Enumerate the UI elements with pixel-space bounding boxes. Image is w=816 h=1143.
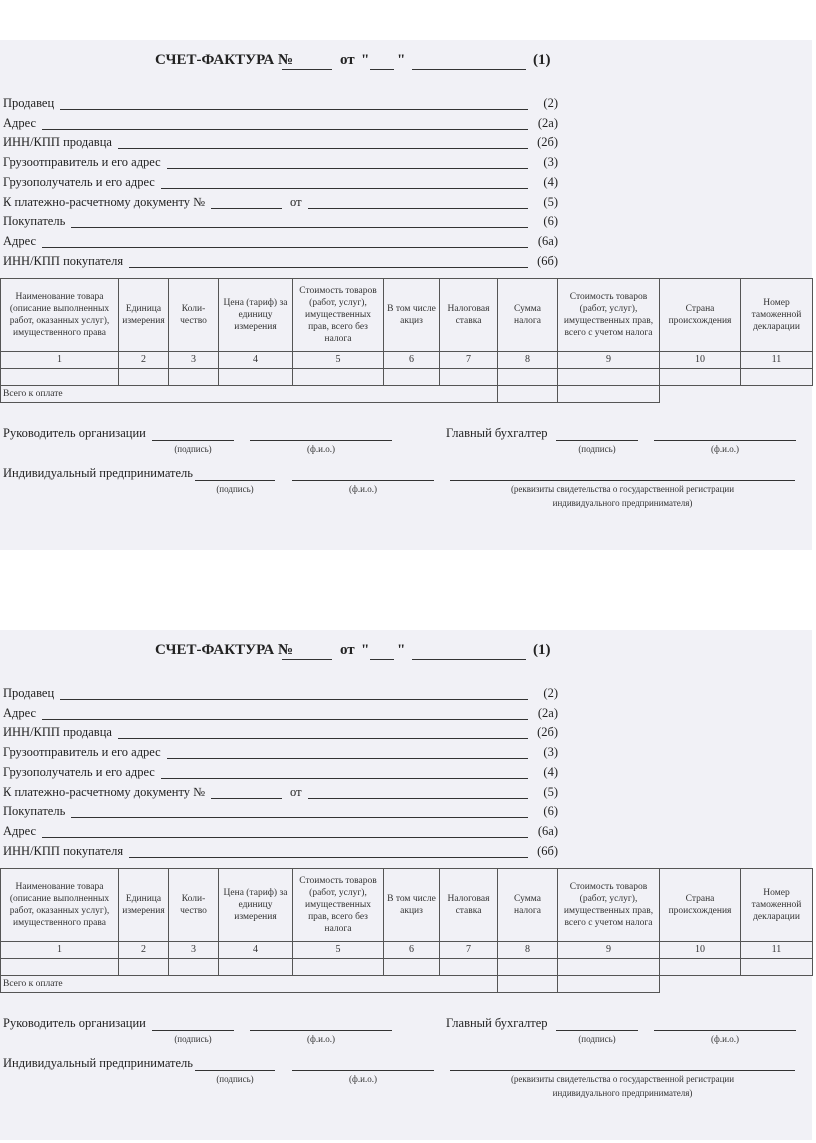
- field-number: (6): [543, 804, 558, 819]
- field-input-line[interactable]: [42, 837, 528, 838]
- field-row: [0, 254, 560, 272]
- field-input-line[interactable]: [167, 758, 528, 759]
- quote-close: ": [397, 642, 406, 658]
- field-row: [0, 135, 560, 153]
- column-header: Единица измерения: [119, 869, 169, 942]
- column-header: Налоговая ставка: [440, 869, 498, 942]
- table-row[interactable]: [1, 369, 813, 386]
- field-label: Покупатель: [3, 214, 66, 229]
- payment-doc-number-line[interactable]: [211, 208, 282, 209]
- field-row: [0, 96, 560, 114]
- invoice-title: [0, 52, 560, 72]
- table-cell[interactable]: [1, 369, 119, 386]
- accountant-name-line[interactable]: [654, 428, 796, 441]
- registration-caption-1: (реквизиты свидетельства о государственной регистрации: [510, 484, 735, 494]
- column-number: 1: [1, 942, 119, 959]
- column-header: Цена (тариф) за единицу измерения: [219, 869, 293, 942]
- field-number: (6б): [537, 253, 558, 268]
- table-cell[interactable]: [558, 369, 660, 386]
- director-sign-caption: (подпись): [174, 444, 212, 454]
- goods-table: [0, 868, 813, 993]
- column-number: 3: [169, 942, 219, 959]
- entrepreneur-sign-caption: (подпись): [216, 484, 254, 494]
- entrepreneur-label: Индивидуальный предприниматель: [3, 1056, 193, 1070]
- table-cell[interactable]: [498, 959, 558, 976]
- invoice-day-line[interactable]: [370, 645, 394, 660]
- field-mid-label: от: [290, 194, 302, 209]
- field-row: [0, 234, 560, 252]
- invoice-month-line[interactable]: [412, 645, 526, 660]
- total-row: [1, 976, 813, 993]
- total-spacer: [660, 976, 813, 993]
- quote-open: ": [361, 642, 370, 658]
- table-number-row: [1, 352, 813, 369]
- field-row: [0, 175, 560, 193]
- field-row: [0, 725, 560, 743]
- field-row: [0, 116, 560, 134]
- field-row: [0, 824, 560, 842]
- title-num: (1): [533, 52, 551, 68]
- director-sign-line[interactable]: [152, 1018, 234, 1031]
- total-amount-cell[interactable]: [558, 976, 660, 993]
- field-row: [0, 785, 560, 803]
- table-cell[interactable]: [219, 369, 293, 386]
- accountant-sign-line[interactable]: [556, 1018, 638, 1031]
- field-input-line[interactable]: [60, 699, 528, 700]
- field-label: Продавец: [3, 686, 55, 700]
- accountant-name-caption: (ф.и.о.): [711, 1034, 739, 1044]
- total-row: [1, 386, 813, 403]
- field-number: (2б): [537, 725, 558, 740]
- director-name-line[interactable]: [250, 428, 392, 441]
- table-cell[interactable]: [293, 369, 384, 386]
- column-header: Страна происхождения: [660, 869, 741, 942]
- accountant-name-caption: (ф.и.о.): [711, 444, 739, 454]
- director-label: Руководитель организации: [3, 426, 146, 440]
- director-name-caption: (ф.и.о.): [307, 444, 335, 454]
- invoice-month-line[interactable]: [412, 55, 526, 70]
- accountant-sign-caption: (подпись): [578, 444, 616, 454]
- table-cell[interactable]: [293, 959, 384, 976]
- column-number: 10: [660, 352, 741, 369]
- column-number: 9: [558, 352, 660, 369]
- total-tax-cell[interactable]: [498, 976, 558, 993]
- field-number: (2): [543, 686, 558, 700]
- table-cell[interactable]: [558, 959, 660, 976]
- invoice-title: [0, 642, 560, 662]
- field-input-line[interactable]: [129, 857, 528, 858]
- quote-close: ": [397, 52, 406, 68]
- field-label: ИНН/КПП продавца: [3, 725, 112, 740]
- column-header: Коли-чество: [169, 279, 219, 352]
- field-row: [0, 844, 560, 862]
- entrepreneur-label: Индивидуальный предприниматель: [3, 466, 193, 480]
- table-cell[interactable]: [384, 369, 440, 386]
- field-number: (4): [543, 764, 558, 779]
- column-number: 11: [741, 352, 813, 369]
- field-label: ИНН/КПП покупателя: [3, 843, 124, 858]
- field-input-line[interactable]: [167, 168, 528, 169]
- field-number: (5): [543, 784, 558, 799]
- field-label: Адрес: [3, 705, 37, 720]
- field-label: Адрес: [3, 115, 37, 130]
- field-label: ИНН/КПП покупателя: [3, 253, 124, 268]
- column-number: 4: [219, 352, 293, 369]
- chief-accountant-label: Главный бухгалтер: [446, 426, 548, 440]
- field-row: [0, 155, 560, 173]
- field-label: Грузополучатель и его адрес: [3, 764, 155, 779]
- column-header: Единица измерения: [119, 279, 169, 352]
- table-cell[interactable]: [1, 959, 119, 976]
- column-header: Сумма налога: [498, 279, 558, 352]
- field-input-line[interactable]: [161, 188, 528, 189]
- field-label: Покупатель: [3, 804, 66, 819]
- field-row: [0, 804, 560, 822]
- field-label: Грузополучатель и его адрес: [3, 174, 155, 189]
- column-header: Наименование товара (описание выполненных работ, оказанных услуг), имущественного права: [1, 279, 119, 352]
- director-name-caption: (ф.и.о.): [307, 1034, 335, 1044]
- field-row: [0, 745, 560, 763]
- column-number: 5: [293, 942, 384, 959]
- entrepreneur-name-line[interactable]: [292, 468, 434, 481]
- total-amount-cell[interactable]: [558, 386, 660, 403]
- entrepreneur-sign-line[interactable]: [195, 1058, 275, 1071]
- table-cell[interactable]: [119, 959, 169, 976]
- registration-caption-2: индивидуального предпринимателя): [552, 1088, 693, 1098]
- total-label: Всего к оплате: [1, 386, 498, 403]
- field-input-line[interactable]: [42, 129, 528, 130]
- column-header: Налоговая ставка: [440, 279, 498, 352]
- field-number: (3): [543, 745, 558, 760]
- column-header: Страна происхождения: [660, 279, 741, 352]
- column-number: 6: [384, 942, 440, 959]
- field-number: (6б): [537, 843, 558, 858]
- field-input-line[interactable]: [118, 148, 528, 149]
- total-label: Всего к оплате: [1, 976, 498, 993]
- total-tax-cell[interactable]: [498, 386, 558, 403]
- table-cell[interactable]: [440, 959, 498, 976]
- column-number: 3: [169, 352, 219, 369]
- field-label: Грузоотправитель и его адрес: [3, 745, 161, 760]
- table-cell[interactable]: [384, 959, 440, 976]
- column-number: 1: [1, 352, 119, 369]
- field-row: [0, 765, 560, 783]
- field-number: (6а): [537, 823, 558, 838]
- field-input-line[interactable]: [42, 247, 528, 248]
- field-number: (2а): [537, 705, 558, 720]
- registration-caption-2: индивидуального предпринимателя): [552, 498, 693, 508]
- quote-open: ": [361, 52, 370, 68]
- invoice-day-line[interactable]: [370, 55, 394, 70]
- field-number: (2а): [537, 115, 558, 130]
- column-number: 6: [384, 352, 440, 369]
- table-header-row: [1, 869, 813, 942]
- column-header: В том числе акциз: [384, 869, 440, 942]
- payment-doc-number-line[interactable]: [211, 798, 282, 799]
- director-name-line[interactable]: [250, 1018, 392, 1031]
- column-header: Стоимость товаров (работ, услуг), имущественных прав, всего без налога: [293, 279, 384, 352]
- column-number: 8: [498, 352, 558, 369]
- column-number: 2: [119, 942, 169, 959]
- field-input-line[interactable]: [129, 267, 528, 268]
- column-header: В том числе акциз: [384, 279, 440, 352]
- column-number: 8: [498, 942, 558, 959]
- table-row[interactable]: [1, 959, 813, 976]
- field-number: (3): [543, 155, 558, 170]
- table-cell[interactable]: [498, 369, 558, 386]
- column-number: 9: [558, 942, 660, 959]
- table-cell[interactable]: [660, 369, 741, 386]
- director-sign-line[interactable]: [152, 428, 234, 441]
- field-label: К платежно-расчетному документу №: [3, 194, 206, 209]
- entrepreneur-name-caption: (ф.и.о.): [349, 484, 377, 494]
- field-input-line[interactable]: [161, 778, 528, 779]
- title-prefix: СЧЕТ-ФАКТУРА №: [155, 52, 294, 68]
- invoice-sheet-2: [0, 630, 812, 1140]
- field-input-line[interactable]: [71, 227, 528, 228]
- table-cell[interactable]: [440, 369, 498, 386]
- field-label: Адрес: [3, 823, 37, 838]
- accountant-sign-line[interactable]: [556, 428, 638, 441]
- goods-table: [0, 278, 813, 403]
- accountant-sign-caption: (подпись): [578, 1034, 616, 1044]
- payment-doc-date-line[interactable]: [308, 208, 528, 209]
- title-num: (1): [533, 642, 551, 658]
- field-label: Продавец: [3, 96, 55, 110]
- field-label: ИНН/КПП продавца: [3, 135, 112, 150]
- field-number: (6): [543, 214, 558, 229]
- table-cell[interactable]: [660, 959, 741, 976]
- field-row: [0, 706, 560, 724]
- field-input-line[interactable]: [71, 817, 528, 818]
- field-label: К платежно-расчетному документу №: [3, 784, 206, 799]
- invoice-number-line[interactable]: [282, 645, 332, 660]
- column-number: 2: [119, 352, 169, 369]
- column-header: Цена (тариф) за единицу измерения: [219, 279, 293, 352]
- field-number: (2): [543, 96, 558, 110]
- column-header: Стоимость товаров (работ, услуг), имущественных прав, всего с учетом налога: [558, 869, 660, 942]
- registration-line[interactable]: [450, 468, 795, 481]
- field-row: [0, 686, 560, 704]
- column-header: Стоимость товаров (работ, услуг), имущественных прав, всего с учетом налога: [558, 279, 660, 352]
- registration-caption-1: (реквизиты свидетельства о государственной регистрации: [510, 1074, 735, 1084]
- field-label: Грузоотправитель и его адрес: [3, 155, 161, 170]
- payment-doc-date-line[interactable]: [308, 798, 528, 799]
- table-cell[interactable]: [119, 369, 169, 386]
- table-header-row: [1, 279, 813, 352]
- director-sign-caption: (подпись): [174, 1034, 212, 1044]
- entrepreneur-sign-line[interactable]: [195, 468, 275, 481]
- column-header: Стоимость товаров (работ, услуг), имущественных прав, всего без налога: [293, 869, 384, 942]
- field-label: Адрес: [3, 233, 37, 248]
- column-header: Коли-чество: [169, 869, 219, 942]
- field-input-line[interactable]: [60, 109, 528, 110]
- table-cell[interactable]: [741, 369, 813, 386]
- table-cell[interactable]: [741, 959, 813, 976]
- field-number: (6а): [537, 233, 558, 248]
- table-cell[interactable]: [219, 959, 293, 976]
- chief-accountant-label: Главный бухгалтер: [446, 1016, 548, 1030]
- column-header: Наименование товара (описание выполненных работ, оказанных услуг), имущественного права: [1, 869, 119, 942]
- column-number: 11: [741, 942, 813, 959]
- entrepreneur-name-caption: (ф.и.о.): [349, 1074, 377, 1084]
- column-header: Номер таможенной декларации: [741, 869, 813, 942]
- column-number: 7: [440, 942, 498, 959]
- table-number-row: [1, 942, 813, 959]
- registration-line[interactable]: [450, 1058, 795, 1071]
- accountant-name-line[interactable]: [654, 1018, 796, 1031]
- column-number: 7: [440, 352, 498, 369]
- table-cell[interactable]: [169, 369, 219, 386]
- field-input-line[interactable]: [42, 719, 528, 720]
- title-from: от: [340, 52, 355, 68]
- title-prefix: СЧЕТ-ФАКТУРА №: [155, 642, 294, 658]
- entrepreneur-name-line[interactable]: [292, 1058, 434, 1071]
- column-header: Сумма налога: [498, 869, 558, 942]
- field-row: [0, 195, 560, 213]
- column-number: 4: [219, 942, 293, 959]
- field-number: (5): [543, 194, 558, 209]
- field-number: (4): [543, 174, 558, 189]
- field-input-line[interactable]: [118, 738, 528, 739]
- invoice-number-line[interactable]: [282, 55, 332, 70]
- total-spacer: [660, 386, 813, 403]
- table-cell[interactable]: [169, 959, 219, 976]
- column-number: 5: [293, 352, 384, 369]
- column-header: Номер таможенной декларации: [741, 279, 813, 352]
- entrepreneur-sign-caption: (подпись): [216, 1074, 254, 1084]
- title-from: от: [340, 642, 355, 658]
- invoice-sheet-1: [0, 40, 812, 550]
- field-mid-label: от: [290, 784, 302, 799]
- field-row: [0, 214, 560, 232]
- field-number: (2б): [537, 135, 558, 150]
- column-number: 10: [660, 942, 741, 959]
- director-label: Руководитель организации: [3, 1016, 146, 1030]
